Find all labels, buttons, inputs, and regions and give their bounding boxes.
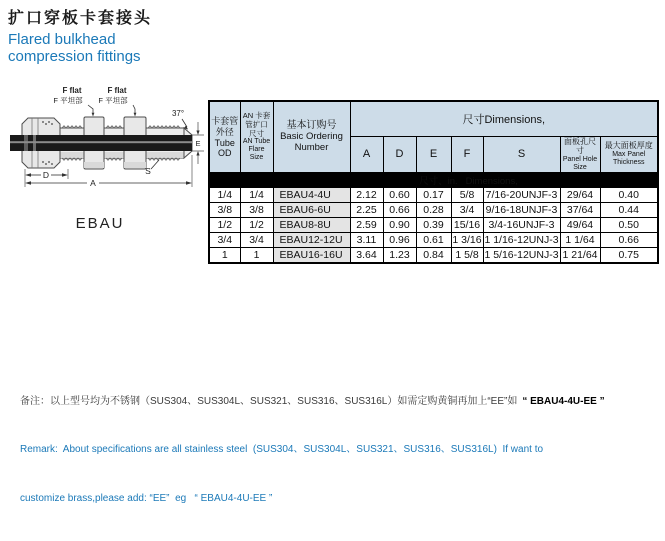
cell-dim-a: 2.59 <box>350 217 383 232</box>
thread-label: S <box>145 166 151 176</box>
cell-dim-a: 2.12 <box>350 187 383 202</box>
cell-order-number: EBAU16-16U <box>273 247 350 263</box>
remark-english-line2: customize brass,please add: “EE” eg “ EBAU4-4U-EE ” <box>20 492 273 504</box>
page-title-block <box>8 5 152 65</box>
table-row <box>209 247 658 263</box>
cell-dim-f: 1 5/8 <box>451 247 483 263</box>
header-dim-d: D <box>383 136 416 172</box>
f-flat-cn-1: F 平坦部 <box>53 96 83 105</box>
cell-dim-d: 0.66 <box>383 202 416 217</box>
cell-dim-f: 3/4 <box>451 202 483 217</box>
cell-dim-s: 9/16-18UNJF-3 <box>483 202 560 217</box>
dimensions-table <box>208 100 659 264</box>
cell-order-number: EBAU6-6U <box>273 202 350 217</box>
table-row <box>209 202 658 217</box>
dim-a-label: A <box>90 178 96 188</box>
cell-order-number: EBAU4-4U <box>273 187 350 202</box>
units-bar: 尺寸、in. Dimensions, <box>209 172 658 187</box>
f-flat-cn-2: F 平坦部 <box>98 96 128 105</box>
cell-max-panel: 0.50 <box>600 217 658 232</box>
header-dim-a: A <box>350 136 383 172</box>
arrow <box>196 131 199 136</box>
cell-panel-hole: 37/64 <box>560 202 600 217</box>
header-dim-s: S <box>483 136 560 172</box>
cell-an-flare: 1 <box>240 247 273 263</box>
cell-dim-d: 0.90 <box>383 217 416 232</box>
fitting-diagram <box>8 78 208 238</box>
units-bar-row <box>209 172 658 187</box>
title-chinese: 扩口穿板卡套接头 <box>8 10 153 27</box>
header-dim-f: F <box>451 136 483 172</box>
cell-dim-d: 0.60 <box>383 187 416 202</box>
cell-dim-d: 0.96 <box>383 232 416 247</box>
remark-block <box>20 359 605 541</box>
cell-dim-e: 0.17 <box>416 187 451 202</box>
f-leader-2 <box>133 105 135 114</box>
cell-tube-od: 3/8 <box>209 202 240 217</box>
cell-dim-a: 3.11 <box>350 232 383 247</box>
cell-an-flare: 3/4 <box>240 232 273 247</box>
body-shading <box>60 152 184 158</box>
arrow <box>134 113 137 117</box>
cell-max-panel: 0.40 <box>600 187 658 202</box>
cell-dim-s: 1 5/16-12UNJ-3 <box>484 248 559 261</box>
cell-tube-od: 1/4 <box>209 187 240 202</box>
cell-dim-e: 0.28 <box>416 202 451 217</box>
flare-angle-label: 37° <box>171 109 185 118</box>
cell-tube-od: 3/4 <box>209 232 240 247</box>
cell-dim-f: 15/16 <box>451 217 483 232</box>
header-ordering-number: 基本订购号 Basic Ordering Number <box>273 101 350 172</box>
cell-dim-a: 3.64 <box>350 247 383 263</box>
arrow <box>25 181 31 184</box>
cell-max-panel: 0.44 <box>600 202 658 217</box>
fitting-drawing-svg <box>8 78 208 238</box>
cell-dim-e: 0.84 <box>416 247 451 263</box>
cell-panel-hole: 29/64 <box>560 187 600 202</box>
header-panel-hole: 面板孔尺寸 Panel Hole Size <box>560 136 600 172</box>
cell-panel-hole: 1 1/64 <box>560 232 600 247</box>
f-flat-label-1: F flat <box>62 86 82 95</box>
cell-dim-e: 0.39 <box>416 217 451 232</box>
cell-dim-e: 0.61 <box>416 232 451 247</box>
remark-chinese-code: “ EBAU4-4U-EE ” <box>522 396 605 407</box>
arrow <box>196 151 199 156</box>
dim-e-label: E <box>195 139 201 148</box>
cell-tube-od: 1 <box>209 247 240 263</box>
cell-dim-s: 7/16-20UNJF-3 <box>483 187 560 202</box>
cell-dim-s: 3/4-16UNJF-3 <box>483 217 560 232</box>
header-row-group <box>209 101 658 136</box>
arrow <box>25 173 31 176</box>
dim-d-label: D <box>42 170 50 180</box>
cell-an-flare: 1/4 <box>240 187 273 202</box>
cell-an-flare: 1/2 <box>240 217 273 232</box>
remark-chinese-text: 备注：以上型号均为不锈钢（SUS304、SUS304L、SUS321、SUS316、SUS316L）如需定购黄铜再加上“EE”如 <box>20 396 518 407</box>
cell-dim-a: 2.25 <box>350 202 383 217</box>
title-english-line2: compression fittings <box>8 48 141 65</box>
cell-dim-f: 5/8 <box>451 187 483 202</box>
cell-panel-hole: 1 21/64 <box>560 247 600 263</box>
table-row <box>209 217 658 232</box>
table-row <box>209 232 658 247</box>
remark-chinese <box>20 395 605 408</box>
header-dimensions-group: 尺寸Dimensions, <box>350 101 658 136</box>
cell-max-panel: 0.75 <box>600 247 658 263</box>
hex-flat-1-shade <box>84 162 104 168</box>
remark-english-line1: Remark: About specifications are all stainless steel (SUS304、SUS304L、SUS321、SUS316、SUS316L) If want to <box>20 444 544 455</box>
cell-panel-hole: 49/64 <box>560 217 600 232</box>
arrow <box>186 181 192 184</box>
table-row <box>209 187 658 202</box>
hex-flat-2-shade <box>124 162 146 168</box>
s-leader <box>151 160 159 169</box>
f-flat-label-2: F flat <box>107 86 127 95</box>
cell-dim-s: 1 1/16-12UNJ-3 <box>484 233 559 246</box>
cell-max-panel: 0.66 <box>600 232 658 247</box>
tube-highlight <box>10 141 192 143</box>
angle-leader <box>182 119 187 127</box>
diagram-caption: EBAU <box>75 215 125 232</box>
cell-an-flare: 3/8 <box>240 202 273 217</box>
cell-dim-f: 1 3/16 <box>452 233 482 246</box>
cell-tube-od: 1/2 <box>209 217 240 232</box>
header-an-flare: AN 卡套 管扩口 尺寸 AN Tube Flare Size <box>240 101 273 172</box>
cell-order-number: EBAU12-12U <box>273 232 350 247</box>
header-tube-od: 卡套管 外径 Tube OD <box>209 101 240 172</box>
f-leader-1 <box>88 105 93 114</box>
arrow <box>62 173 68 176</box>
cell-dim-d: 1.23 <box>383 247 416 263</box>
cell-order-number: EBAU8-8U <box>273 217 350 232</box>
header-max-panel: 最大面板厚度 Max Panel Thickness <box>600 136 658 172</box>
title-english-line1: Flared bulkhead <box>8 31 116 48</box>
arrow <box>92 113 95 117</box>
header-dim-e: E <box>416 136 451 172</box>
